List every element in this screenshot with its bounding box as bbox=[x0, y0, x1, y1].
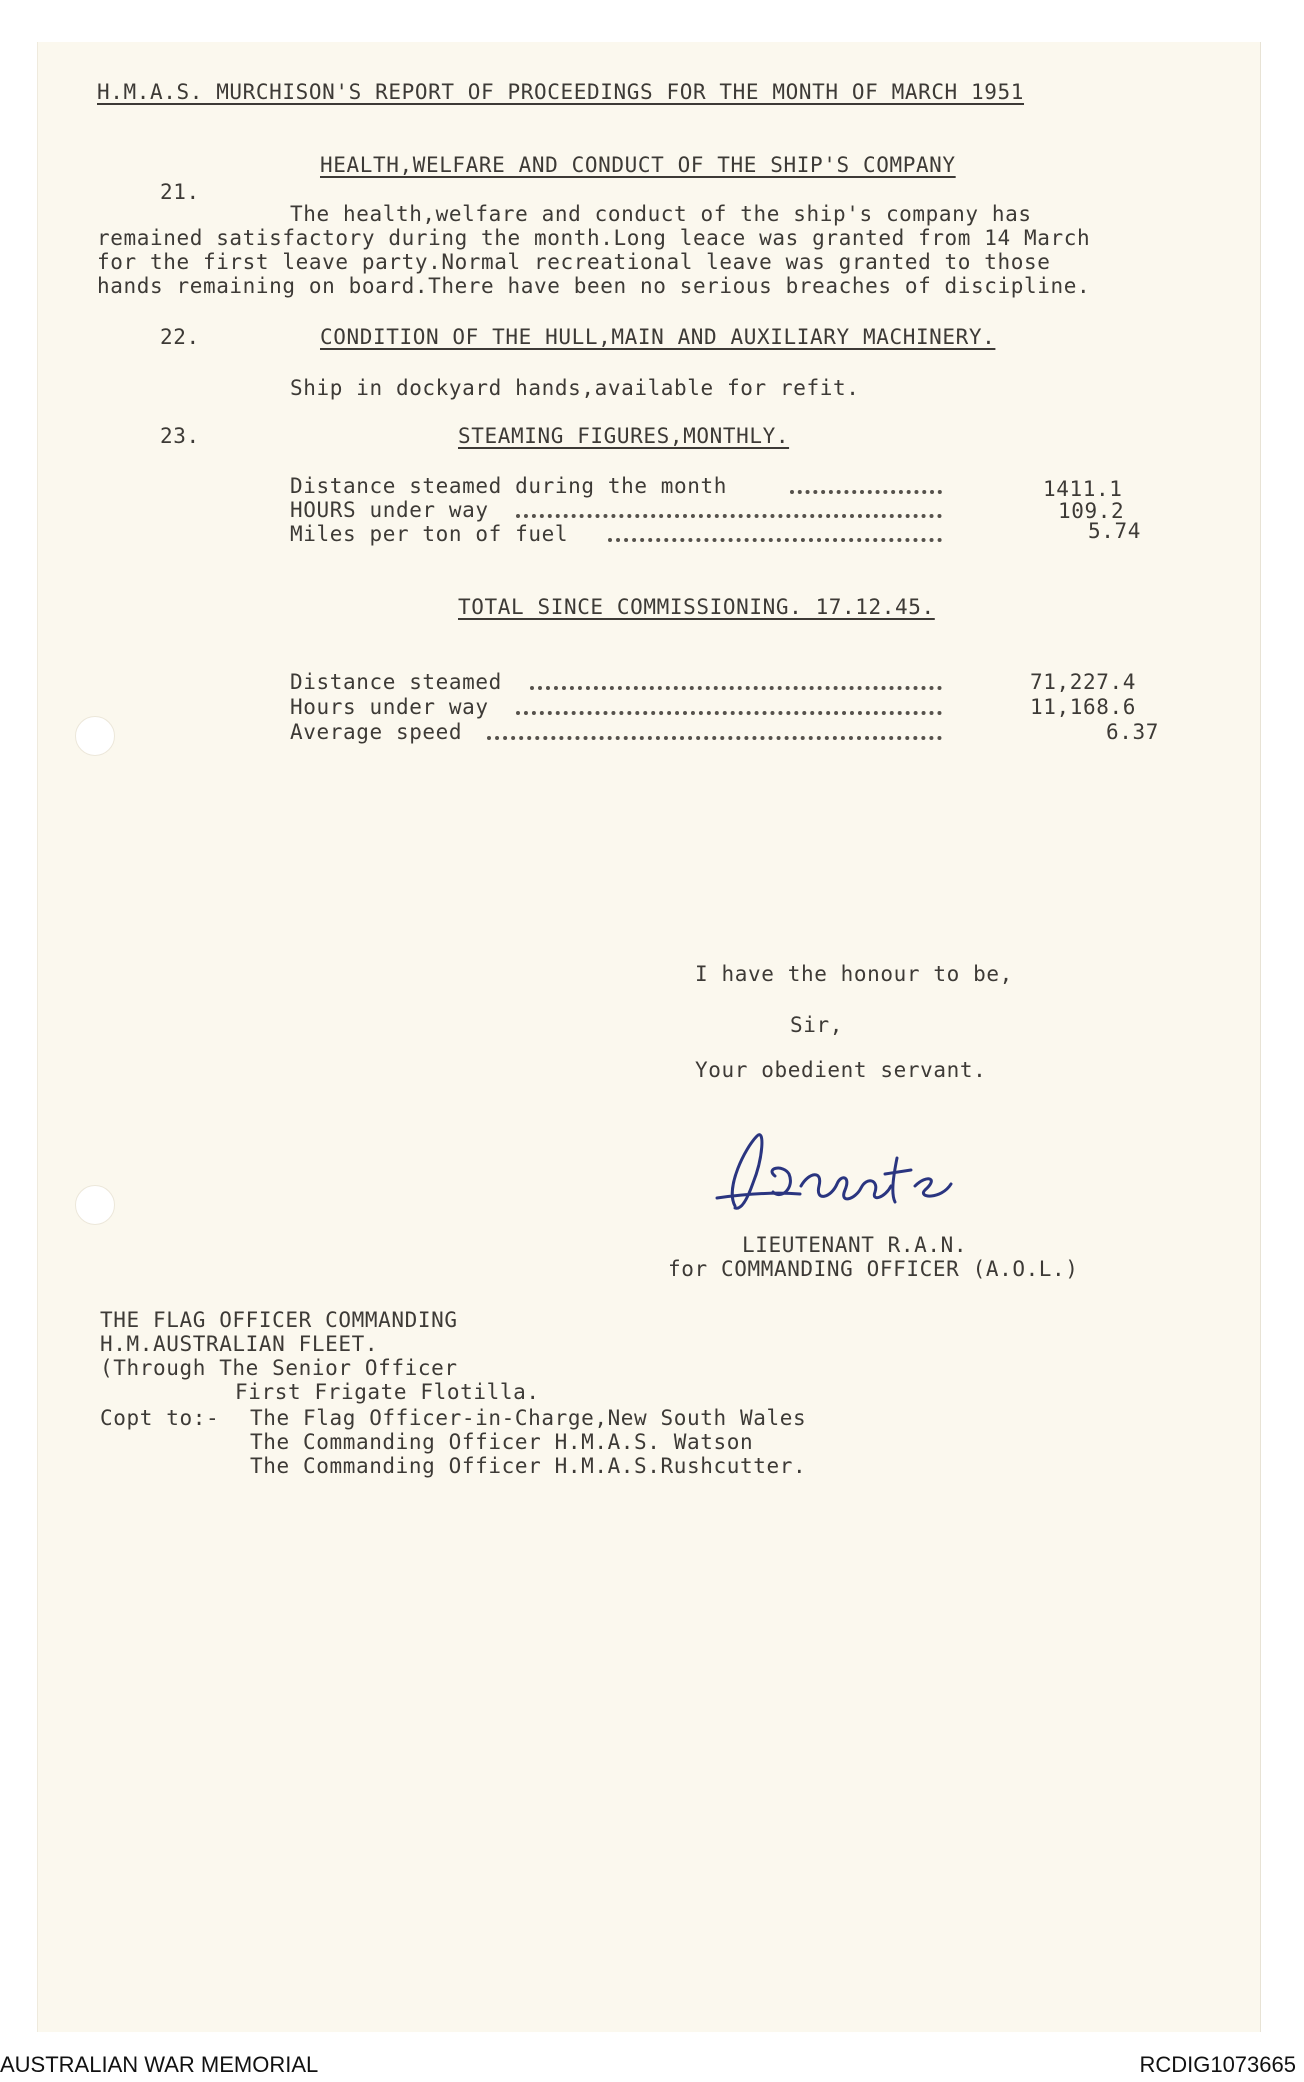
closing-line: Sir, bbox=[790, 1013, 843, 1037]
section-22-heading: CONDITION OF THE HULL,MAIN AND AUXILIARY MACHINERY. bbox=[320, 325, 996, 349]
section-21-line: The health,welfare and conduct of the ship's company has bbox=[290, 202, 1032, 226]
address-line: H.M.AUSTRALIAN FLEET. bbox=[100, 1332, 379, 1356]
total-value: 6.37 bbox=[1106, 720, 1159, 744]
copy-to-label: Copt to:- bbox=[100, 1406, 220, 1430]
total-label: Average speed bbox=[290, 720, 463, 744]
section-23-number: 23. bbox=[160, 424, 200, 448]
section-23-heading: STEAMING FIGURES,MONTHLY. bbox=[458, 424, 790, 448]
monthly-label: Distance steamed during the month bbox=[290, 474, 728, 498]
section-21-number: 21. bbox=[160, 180, 200, 204]
leader-dots bbox=[516, 514, 942, 518]
signatory-for: for COMMANDING OFFICER (A.O.L.) bbox=[668, 1257, 1079, 1281]
monthly-label: Miles per ton of fuel bbox=[290, 522, 569, 546]
leader-dots bbox=[530, 686, 942, 690]
section-21-line: remained satisfactory during the month.Long leace was granted from 14 March bbox=[97, 226, 1091, 250]
punch-hole bbox=[75, 1185, 115, 1225]
total-label: Hours under way bbox=[290, 695, 489, 719]
address-line: THE FLAG OFFICER COMMANDING bbox=[100, 1308, 458, 1332]
address-line: First Frigate Flotilla. bbox=[235, 1380, 540, 1404]
monthly-value: 1411.1 bbox=[1043, 477, 1123, 501]
leader-dots bbox=[608, 538, 942, 542]
closing-line: Your obedient servant. bbox=[695, 1058, 987, 1082]
section-21-line: for the first leave party.Normal recreational leave was granted to those bbox=[97, 250, 1051, 274]
copy-recipient: The Commanding Officer H.M.A.S. Watson bbox=[250, 1430, 754, 1454]
section-21-heading: HEALTH,WELFARE AND CONDUCT OF THE SHIP'S COMPANY bbox=[320, 153, 956, 177]
footer-archive-name: AUSTRALIAN WAR MEMORIAL bbox=[0, 2052, 319, 2077]
total-value: 11,168.6 bbox=[1030, 695, 1136, 719]
footer-record-id: RCDIG1073665 bbox=[1139, 2052, 1296, 2077]
leader-dots bbox=[790, 490, 942, 494]
handwritten-signature bbox=[705, 1128, 1005, 1228]
punch-hole bbox=[75, 716, 115, 756]
copy-recipient: The Commanding Officer H.M.A.S.Rushcutter. bbox=[250, 1454, 807, 1478]
report-title: H.M.A.S. MURCHISON'S REPORT OF PROCEEDINGS FOR THE MONTH OF MARCH 1951 bbox=[97, 80, 1025, 104]
section-21-line: hands remaining on board.There have been no serious breaches of discipline. bbox=[97, 274, 1091, 298]
monthly-value: 109.2 bbox=[1058, 499, 1125, 523]
monthly-label: HOURS under way bbox=[290, 498, 489, 522]
closing-line: I have the honour to be, bbox=[695, 962, 1013, 986]
leader-dots bbox=[516, 711, 942, 715]
total-value: 71,227.4 bbox=[1030, 670, 1136, 694]
total-since-commissioning-heading: TOTAL SINCE COMMISSIONING. 17.12.45. bbox=[458, 595, 935, 619]
leader-dots bbox=[487, 736, 942, 740]
copy-recipient: The Flag Officer-in-Charge,New South Wales bbox=[250, 1406, 807, 1430]
section-22-text: Ship in dockyard hands,available for refit. bbox=[290, 376, 860, 400]
address-line: (Through The Senior Officer bbox=[100, 1356, 458, 1380]
total-label: Distance steamed bbox=[290, 670, 502, 694]
monthly-value: 5.74 bbox=[1088, 519, 1141, 543]
section-22-number: 22. bbox=[160, 325, 200, 349]
signatory-rank: LIEUTENANT R.A.N. bbox=[742, 1233, 968, 1257]
